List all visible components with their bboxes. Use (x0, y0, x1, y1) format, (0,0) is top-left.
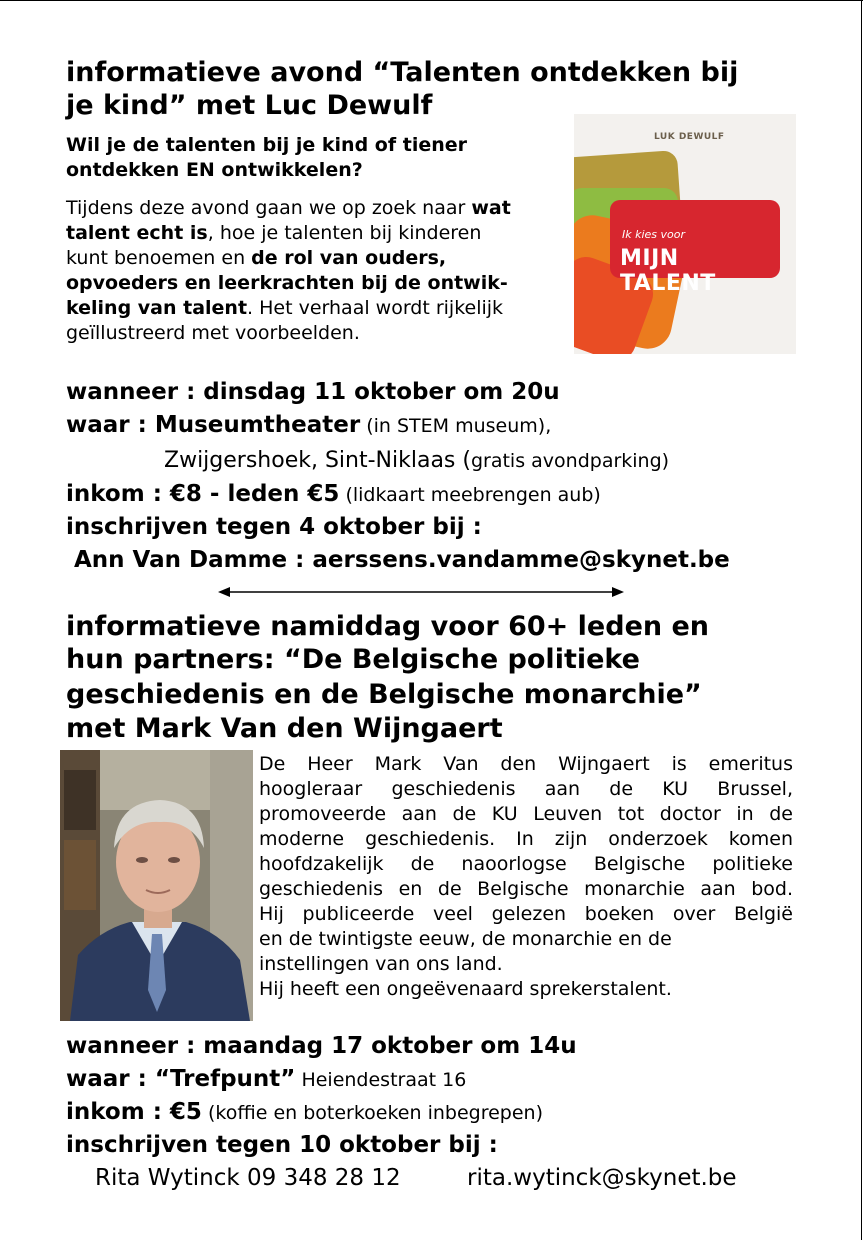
bio-line8: en de twintigste eeuw, de monarchie en de (259, 928, 672, 950)
event1-desc-line5: keling van talent. Het verhaal wordt rijkelijk (66, 297, 504, 319)
event1-question-line2: ontdekken EN ontwikkelen? (66, 159, 363, 181)
bio-line10: Hij heeft een ongeëvenaard sprekerstalent. (259, 978, 672, 1000)
bio-line6: geschiedenis en de Belgische monarchie aan bod. (259, 878, 793, 900)
event2-contact-email[interactable]: rita.wytinck@skynet.be (467, 1165, 737, 1191)
event2-when: wanneer : maandag 17 oktober om 14u (66, 1033, 577, 1059)
bio-line4: moderne geschiedenis. In zijn onderzoek komen (259, 828, 793, 850)
event1-desc-line6: geïllustreerd met voorbeelden. (66, 322, 360, 344)
event2-title-line1: informatieve namiddag voor 60+ leden en (66, 611, 710, 642)
bio-line1: De Heer Mark Van den Wijngaert is emeritus (259, 753, 793, 775)
event1-desc-line4: opvoeders en leerkrachten bij de ontwik- (66, 272, 508, 294)
bio-line9: instellingen van ons land. (259, 953, 503, 975)
event1-where: waar : Museumtheater (in STEM museum), (66, 412, 552, 438)
top-border (0, 0, 863, 1)
event1-when: wanneer : dinsdag 11 oktober om 20u (66, 379, 560, 405)
event1-where-line2: Zwijgershoek, Sint-Niklaas (gratis avondparking) (164, 448, 670, 473)
book-cover-image (574, 114, 796, 354)
event1-title-line2: je kind” met Luc Dewulf (66, 90, 433, 121)
event1-desc-line3: kunt benoemen en de rol van ouders, (66, 247, 447, 269)
event2-title-line4: met Mark Van den Wijngaert (66, 713, 503, 744)
bio-line2: hoogleraar geschiedenis aan de KU Brussel, (259, 778, 793, 800)
event2-title-line3: geschiedenis en de Belgische monarchie” (66, 679, 702, 710)
book-title-line1: Ik kies voor (622, 228, 686, 241)
event2-contact-name: Rita Wytinck 09 348 28 12 (95, 1165, 401, 1191)
event1-fee: inkom : €8 - leden €5 (lidkaart meebrengen aub) (66, 481, 601, 507)
event1-desc-line1: Tijdens deze avond gaan we op zoek naar wat (66, 197, 511, 219)
event1-register: inschrijven tegen 4 oktober bij : (66, 514, 482, 540)
event1-question-line1: Wil je de talenten bij je kind of tiener (66, 134, 467, 156)
bio-line7: Hij publiceerde veel gelezen boeken over België (259, 903, 793, 925)
event1-desc-line2: talent echt is, hoe je talenten bij kinderen (66, 222, 482, 244)
book-author: LUK DEWULF (654, 132, 725, 142)
event1-contact: Ann Van Damme : aerssens.vandamme@skynet.be (74, 547, 730, 573)
book-title-line2: MIJN TALENT (620, 246, 716, 296)
bio-line3: promoveerde aan de KU Leuven tot doctor in de (259, 803, 793, 825)
double-arrow-divider (218, 582, 624, 602)
bio-line5: hoofdzakelijk de naoorlogse Belgische politieke (259, 853, 793, 875)
event2-fee: inkom : €5 (koffie en boterkoeken inbegrepen) (66, 1099, 544, 1125)
cover-title-banner (610, 200, 780, 296)
speaker-photo (60, 750, 253, 1021)
event2-title-line2: hun partners: “De Belgische politieke (66, 644, 640, 675)
right-border (861, 0, 862, 1240)
event1-title-line1: informatieve avond “Talenten ontdekken bij (66, 57, 739, 88)
event2-register: inschrijven tegen 10 oktober bij : (66, 1132, 498, 1158)
event2-where: waar : “Trefpunt” Heiendestraat 16 (66, 1066, 467, 1092)
